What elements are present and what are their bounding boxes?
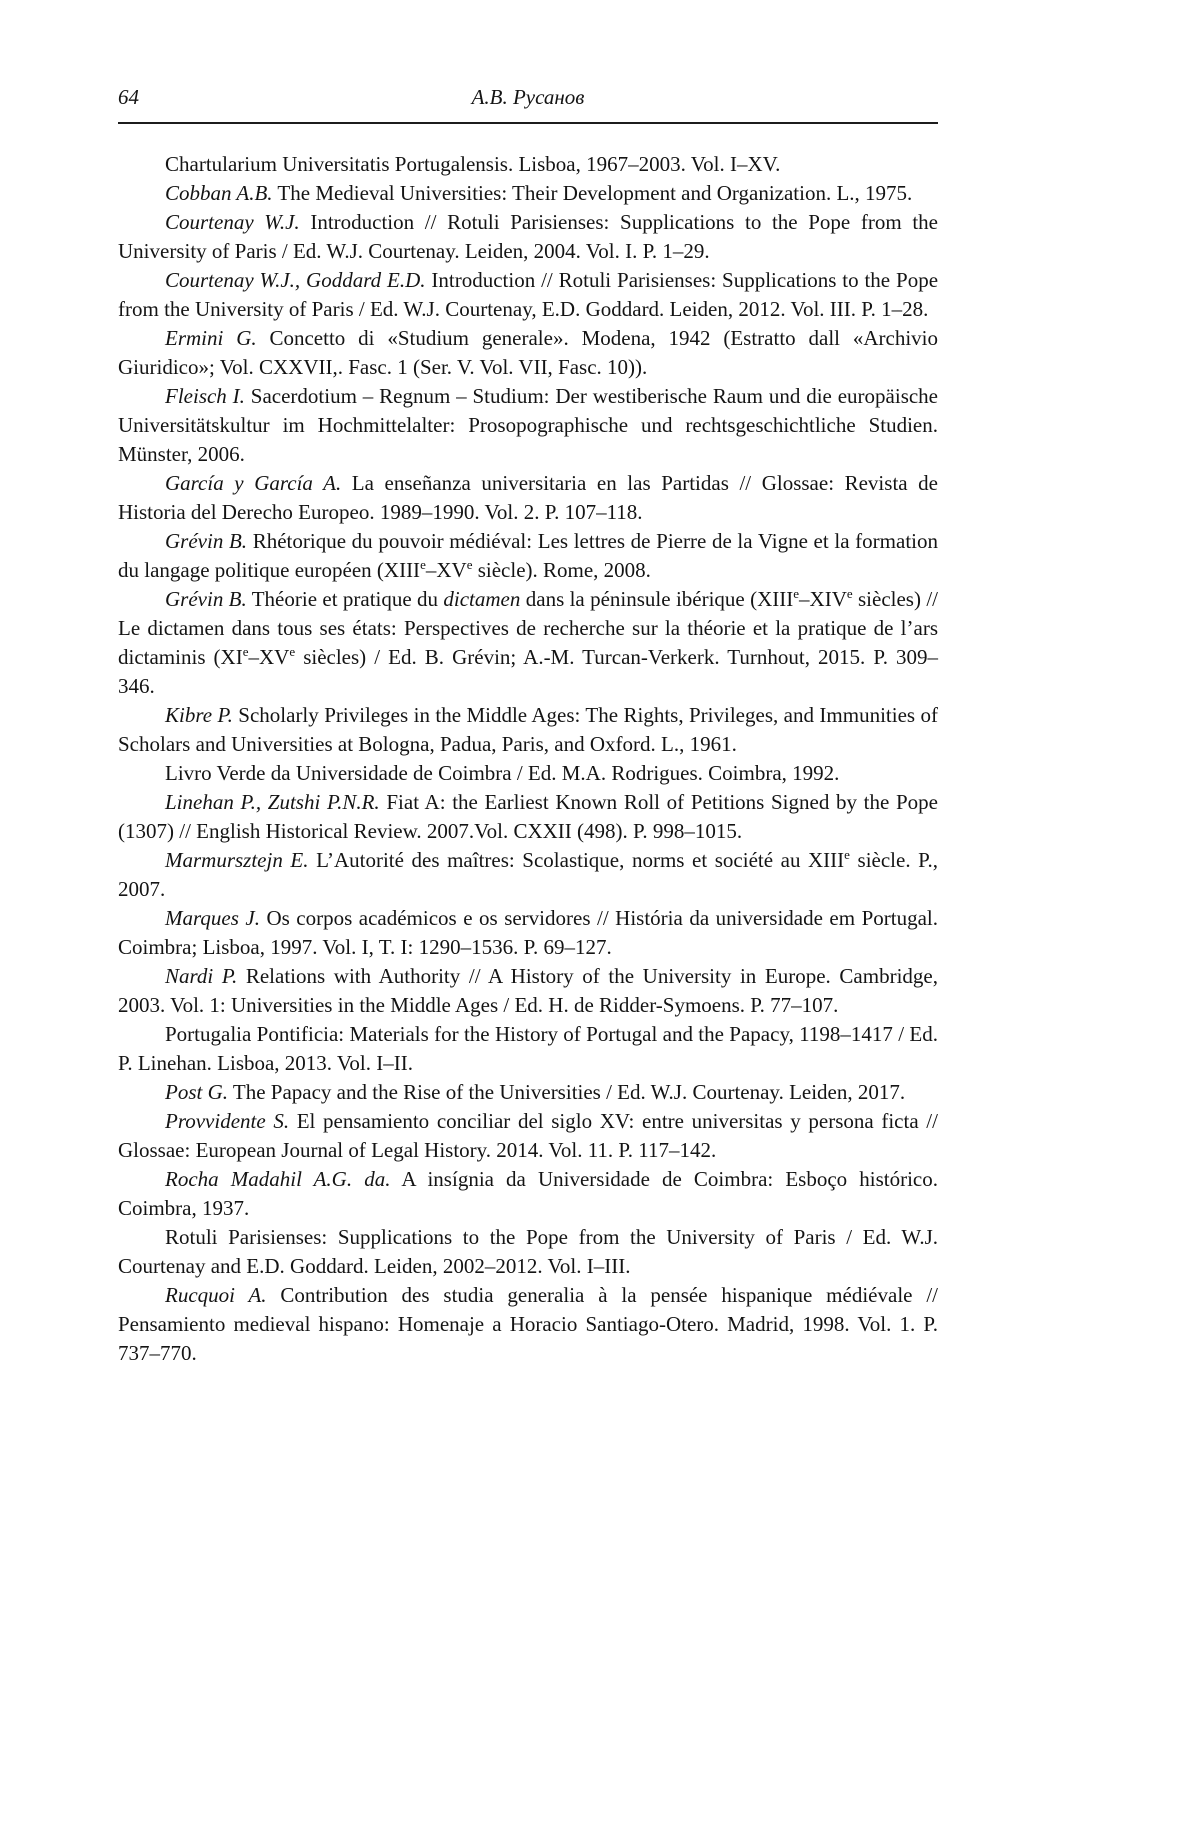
- bib-entry-author: Marques J.: [165, 906, 260, 930]
- bib-entry-author: Cobban A.B.: [165, 181, 273, 205]
- bib-entry: [118, 266, 938, 324]
- bib-entry-author: Courtenay W.J.: [165, 210, 300, 234]
- bib-entry-superscript: e: [420, 557, 426, 572]
- bib-entry-text: La enseñanza universitaria en las Partidas // Glossae: Revista de Historia del Derecho Europeo. 1989–1990. Vol. 2. P. 107–118.: [118, 471, 938, 524]
- bib-entry-text: Os corpos académicos e os servidores // História da universidade em Portugal. Coimbra; Lisboa, 1997. Vol. I, T. I: 1290–1536. P. 69–127.: [118, 906, 938, 959]
- bib-entry-text: Rotuli Parisienses: Supplications to the Pope from the University of Paris / Ed. W.J. Courtenay and E.D. Goddard. Leiden, 2002–2012. Vol. I–III.: [118, 1225, 938, 1278]
- bib-entry: [118, 527, 938, 585]
- bib-entry: [118, 962, 938, 1020]
- bib-entry-text: siècle). Rome, 2008.: [472, 558, 651, 582]
- bib-entry: [118, 1223, 938, 1281]
- bib-entry: [118, 179, 938, 208]
- bib-entry-text: The Papacy and the Rise of the Universities / Ed. W.J. Courtenay. Leiden, 2017.: [228, 1080, 906, 1104]
- bib-entry-text: –XIV: [799, 587, 847, 611]
- bib-entry: [118, 1281, 938, 1368]
- bib-entry-text: L’Autorité des maîtres: Scolastique, norms et société au XIII: [308, 848, 845, 872]
- page-number: 64: [118, 85, 139, 109]
- bib-entry-superscript: e: [242, 644, 249, 659]
- bib-entry: [118, 469, 938, 527]
- bib-entry-text: The Medieval Universities: Their Development and Organization. L., 1975.: [272, 181, 913, 205]
- bib-entry-author: Rocha Madahil A.G. da.: [165, 1167, 391, 1191]
- bib-entry-author: Grévin B.: [165, 587, 247, 611]
- bib-entry-author: Rucquoi A.: [165, 1283, 267, 1307]
- bib-entry: [118, 382, 938, 469]
- bib-entry: [118, 1165, 938, 1223]
- bib-entry-text: siècles) / Ed. B. Grévin; A.-M. Turcan-Verkerk. Turnhout, 2015. P. 309–346.: [118, 645, 939, 698]
- bib-entry-text: A insígnia da Universidade de Coimbra: Esboço histórico. Coimbra, 1937.: [118, 1167, 938, 1220]
- bib-entry-superscript: e: [289, 644, 296, 659]
- bib-entry-author: dictamen: [443, 587, 521, 611]
- bib-entry-author: Courtenay W.J., Goddard E.D.: [165, 268, 426, 292]
- bib-entry-text: Relations with Authority // A History of the University in Europe. Cambridge, 2003. Vol. 1: Universities in the Middle Ages / Ed. H. de Ridder-Symoens. P. 77–107.: [118, 964, 938, 1017]
- bib-entry-author: García y García A.: [165, 471, 342, 495]
- bib-entry: [118, 1078, 938, 1107]
- bib-entry-text: Introduction // Rotuli Parisienses: Supplications to the Pope from the University of Paris / Ed. W.J. Courtenay, E.D. Goddard. Leiden, 2012. Vol. III. P. 1–28.: [118, 268, 939, 321]
- bib-entry: [118, 701, 938, 759]
- bib-entry-text: Théorie et pratique du: [246, 587, 444, 611]
- bib-entry: [118, 324, 938, 382]
- bib-entry: [118, 1107, 938, 1165]
- bib-entry-text: –XV: [248, 645, 290, 669]
- bib-entry-text: Fiat A: the Earliest Known Roll of Petitions Signed by the Pope (1307) // English Historical Review. 2007.Vol. CXXII (498). P. 998–1015.: [118, 790, 938, 843]
- bib-entry: [118, 585, 938, 701]
- bib-entry-superscript: e: [793, 586, 800, 601]
- bib-entry: [118, 788, 938, 846]
- bib-entry-author: Kibre P.: [165, 703, 233, 727]
- running-title: А.В. Русанов: [471, 85, 585, 109]
- bib-entry-text: Portugalia Pontificia: Materials for the History of Portugal and the Papacy, 1198–1417 / Ed. P. Linehan. Lisboa, 2013. Vol. I–II.: [118, 1022, 938, 1075]
- bib-entry-text: El pensamiento conciliar del siglo XV: entre universitas y persona ficta // Glossae: European Journal of Legal History. 2014. Vol. 11. P. 117–142.: [118, 1109, 938, 1162]
- bib-entry: [118, 1020, 938, 1078]
- bib-entry-text: Contribution des studia generalia à la pensée hispanique médiévale // Pensamiento medieval hispano: Homenaje a Horacio Santiago-Otero. Madrid, 1998. Vol. 1. P. 737–770.: [118, 1283, 938, 1365]
- bib-entry-text: Livro Verde da Universidade de Coimbra / Ed. M.A. Rodrigues. Coimbra, 1992.: [165, 761, 840, 785]
- bib-entry-author: Marmursztejn E.: [165, 848, 309, 872]
- bib-entry-author: Linehan P., Zutshi P.N.R.: [165, 790, 380, 814]
- bib-entry-author: Provvidente S.: [165, 1109, 290, 1133]
- page-header: [118, 84, 938, 124]
- bib-entry: [118, 846, 938, 904]
- bib-entry: [118, 208, 938, 266]
- bib-entry-author: Ermini G.: [165, 326, 257, 350]
- bib-entry: [118, 904, 938, 962]
- bib-entry-author: Post G.: [165, 1080, 228, 1104]
- bib-entry-text: Introduction // Rotuli Parisienses: Supplications to the Pope from the University of Paris / Ed. W.J. Courtenay. Leiden, 2004. Vol. I. P. 1–29.: [118, 210, 938, 263]
- bib-entry-superscript: e: [844, 847, 850, 862]
- bib-entry-superscript: e: [466, 557, 473, 572]
- bib-entry-text: –XV: [425, 558, 467, 582]
- bib-entry-text: Chartularium Universitatis Portugalensis. Lisboa, 1967–2003. Vol. I–XV.: [165, 152, 781, 176]
- bibliography-list: [118, 150, 938, 1368]
- bib-entry-superscript: e: [846, 586, 853, 601]
- bib-entry-author: Grévin B.: [165, 529, 248, 553]
- bib-entry-text: siècles) // Le dictamen dans tous ses états: Perspectives de recherche sur la théorie et la pratique de l’ars dictaminis (XI: [118, 587, 938, 669]
- bib-entry: [118, 150, 938, 179]
- bib-entry-text: Concetto di «Studium generale». Modena, 1942 (Estratto dall «Archivio Giuridico»; Vol. CXXVII,. Fasc. 1 (Ser. V. Vol. VII, Fasc. 10)).: [118, 326, 938, 379]
- bib-entry-author: Fleisch I.: [165, 384, 245, 408]
- bib-entry-text: Rhétorique du pouvoir médiéval: Les lettres de Pierre de la Vigne et la formation du langage politique européen (XIII: [118, 529, 938, 582]
- bib-entry-text: Scholarly Privileges in the Middle Ages: The Rights, Privileges, and Immunities of Scholars and Universities at Bologna, Padua, Paris, and Oxford. L., 1961.: [118, 703, 938, 756]
- bib-entry-author: Nardi P.: [165, 964, 238, 988]
- bib-entry-text: siècle. P., 2007.: [118, 848, 939, 901]
- bib-entry: [118, 759, 938, 788]
- bib-entry-text: dans la péninsule ibérique (XIII: [520, 587, 794, 611]
- bib-entry-text: Sacerdotium – Regnum – Studium: Der westiberische Raum und die europäische Universitätskultur im Hochmittelalter: Prosopographische und rechtsgeschichtliche Studien. Münster, 2006.: [118, 384, 939, 466]
